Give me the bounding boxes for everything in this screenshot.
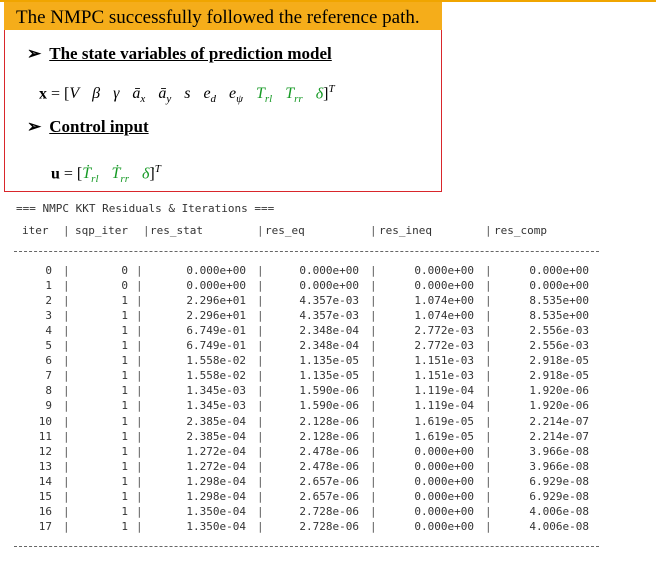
table-cell-res-ineq: 0.000e+00 (414, 489, 474, 503)
column-separator: | (370, 459, 377, 473)
table-cell-res-comp: 2.214e-07 (529, 414, 589, 428)
column-separator: | (63, 489, 70, 503)
column-separator: | (257, 444, 264, 458)
table-cell-res-eq: 2.657e-06 (299, 474, 359, 488)
table-cell-iter: 15 (38, 489, 52, 503)
control-vector-equation (51, 163, 161, 186)
table-cell-iter: 13 (38, 459, 52, 473)
table-cell-res-eq: 2.478e-06 (299, 444, 359, 458)
table-cell-iter: 1 (45, 279, 52, 293)
table-cell-res-ineq: 1.074e+00 (414, 309, 474, 323)
column-separator: | (485, 384, 492, 398)
column-separator: | (257, 459, 264, 473)
table-cell-sqp-iter: 0 (121, 279, 128, 293)
table-cell-res-eq: 4.357e-03 (299, 309, 359, 323)
column-separator: | (136, 429, 143, 443)
column-separator: | (370, 399, 377, 413)
control-var-2: δ̇ (141, 165, 150, 183)
table-row (0, 445, 656, 460)
state-variables-bullet (27, 44, 332, 64)
table-cell-sqp-iter: 1 (121, 444, 128, 458)
column-separator: | (136, 399, 143, 413)
column-separator: | (485, 369, 492, 383)
header-separator: | (143, 224, 150, 237)
table-cell-res-stat: 1.345e-03 (186, 384, 246, 398)
column-separator: | (257, 324, 264, 338)
header-res-stat: res_stat (150, 224, 203, 237)
table-cell-res-eq: 1.590e-06 (299, 399, 359, 413)
column-separator: | (136, 519, 143, 533)
column-separator: | (370, 264, 377, 277)
column-separator: | (257, 384, 264, 398)
column-separator: | (485, 279, 492, 293)
header-sqp-iter: sqp_iter (75, 224, 128, 237)
header-res-comp: res_comp (494, 224, 547, 237)
header-separator: | (63, 224, 70, 237)
table-cell-res-eq: 2.728e-06 (299, 504, 359, 518)
state-vector-equation (39, 83, 335, 106)
column-separator: | (136, 264, 143, 277)
column-separator: | (370, 294, 377, 308)
table-row (0, 294, 656, 309)
equations-box (4, 30, 442, 192)
column-separator: | (257, 474, 264, 488)
table-cell-sqp-iter: 1 (121, 294, 128, 308)
table-cell-res-stat: 1.558e-02 (186, 369, 246, 383)
table-cell-iter: 6 (45, 354, 52, 368)
column-separator: | (257, 354, 264, 368)
column-separator: | (370, 414, 377, 428)
column-separator: | (136, 459, 143, 473)
column-separator: | (136, 489, 143, 503)
table-row (0, 279, 656, 294)
table-cell-sqp-iter: 1 (121, 399, 128, 413)
column-separator: | (63, 324, 70, 338)
column-separator: | (485, 414, 492, 428)
table-cell-res-ineq: 1.619e-05 (414, 414, 474, 428)
table-bottom-rule (14, 546, 599, 547)
column-separator: | (257, 504, 264, 518)
table-cell-iter: 0 (45, 264, 52, 277)
control-input-heading: Control input (49, 117, 149, 136)
column-separator: | (257, 429, 264, 443)
state-vector-symbol: x (39, 85, 47, 103)
column-separator: | (136, 504, 143, 518)
header-separator: | (485, 224, 492, 237)
column-separator: | (370, 429, 377, 443)
table-cell-res-stat: 2.385e-04 (186, 429, 246, 443)
table-cell-res-stat: 2.296e+01 (186, 294, 246, 308)
table-cell-res-comp: 2.214e-07 (529, 429, 589, 443)
column-separator: | (257, 369, 264, 383)
column-separator: | (257, 399, 264, 413)
column-separator: | (63, 474, 70, 488)
table-cell-res-ineq: 0.000e+00 (414, 444, 474, 458)
column-separator: | (485, 474, 492, 488)
column-separator: | (63, 444, 70, 458)
column-separator: | (257, 264, 264, 277)
green-var-0: $T_{rl}$ (256, 85, 273, 106)
table-cell-sqp-iter: 1 (121, 474, 128, 488)
column-separator: | (63, 429, 70, 443)
column-separator: | (63, 264, 70, 277)
header-res-eq: res_eq (265, 224, 305, 237)
table-row (0, 399, 656, 414)
control-input-bullet (27, 117, 149, 137)
column-separator: | (63, 504, 70, 518)
column-separator: | (136, 294, 143, 308)
column-separator: | (136, 339, 143, 353)
table-cell-iter: 12 (38, 444, 52, 458)
column-separator: | (370, 354, 377, 368)
column-separator: | (370, 444, 377, 458)
table-cell-sqp-iter: 1 (121, 429, 128, 443)
column-separator: | (370, 384, 377, 398)
table-row (0, 505, 656, 520)
table-cell-res-stat: 1.345e-03 (186, 399, 246, 413)
table-cell-res-ineq: 0.000e+00 (414, 504, 474, 518)
var-6: $e_d$ (203, 85, 217, 106)
column-separator: | (485, 504, 492, 518)
column-separator: | (370, 309, 377, 323)
table-cell-res-ineq: 1.119e-04 (414, 384, 474, 398)
var-0: V (69, 85, 80, 103)
table-cell-sqp-iter: 1 (121, 459, 128, 473)
table-top-rule (14, 251, 599, 252)
table-cell-res-stat: 6.749e-01 (186, 339, 246, 353)
column-separator: | (485, 294, 492, 308)
table-row (0, 369, 656, 384)
column-separator: | (370, 279, 377, 293)
column-separator: | (370, 489, 377, 503)
table-cell-res-stat: 1.298e-04 (186, 474, 246, 488)
table-cell-res-ineq: 1.119e-04 (414, 399, 474, 413)
var-1: β (92, 85, 101, 103)
table-cell-sqp-iter: 1 (121, 414, 128, 428)
column-separator: | (485, 459, 492, 473)
column-separator: | (485, 489, 492, 503)
table-cell-res-eq: 2.128e-06 (299, 414, 359, 428)
column-separator: | (485, 399, 492, 413)
table-cell-iter: 4 (45, 324, 52, 338)
column-separator: | (370, 519, 377, 533)
table-cell-sqp-iter: 0 (121, 264, 128, 277)
column-separator: | (485, 339, 492, 353)
table-cell-res-ineq: 0.000e+00 (414, 264, 474, 277)
column-separator: | (370, 504, 377, 518)
column-separator: | (370, 324, 377, 338)
table-cell-res-comp: 8.535e+00 (529, 294, 589, 308)
column-separator: | (136, 324, 143, 338)
column-separator: | (257, 519, 264, 533)
control-equation-open: = [ (63, 165, 83, 183)
column-separator: | (63, 519, 70, 533)
table-cell-sqp-iter: 1 (121, 354, 128, 368)
header-separator: | (370, 224, 377, 237)
column-separator: | (136, 354, 143, 368)
table-cell-res-ineq: 1.151e-03 (414, 354, 474, 368)
table-row (0, 430, 656, 445)
column-separator: | (136, 309, 143, 323)
column-separator: | (485, 429, 492, 443)
table-cell-iter: 8 (45, 384, 52, 398)
header-separator: | (257, 224, 264, 237)
column-separator: | (370, 339, 377, 353)
table-cell-res-stat: 1.272e-04 (186, 444, 246, 458)
column-separator: | (136, 279, 143, 293)
table-cell-sqp-iter: 1 (121, 504, 128, 518)
banner-text: The NMPC successfully followed the reference path. (16, 7, 420, 28)
table-cell-res-ineq: 1.619e-05 (414, 429, 474, 443)
state-variables-heading: The state variables of prediction model (49, 44, 332, 63)
table-row (0, 475, 656, 490)
table-cell-res-eq: 2.128e-06 (299, 429, 359, 443)
table-cell-res-comp: 6.929e-08 (529, 489, 589, 503)
column-separator: | (485, 354, 492, 368)
column-separator: | (63, 459, 70, 473)
table-cell-res-stat: 2.296e+01 (186, 309, 246, 323)
column-separator: | (370, 369, 377, 383)
table-cell-res-comp: 3.966e-08 (529, 444, 589, 458)
var-7: $e_\psi$ (229, 85, 243, 106)
column-separator: | (257, 414, 264, 428)
var-4: $ā_y$ (158, 85, 172, 106)
column-separator: | (63, 279, 70, 293)
table-cell-res-stat: 1.350e-04 (186, 519, 246, 533)
column-separator: | (63, 399, 70, 413)
column-separator: | (63, 414, 70, 428)
table-cell-res-comp: 8.535e+00 (529, 309, 589, 323)
table-cell-iter: 7 (45, 369, 52, 383)
table-cell-res-comp: 0.000e+00 (529, 264, 589, 277)
column-separator: | (63, 294, 70, 308)
table-cell-res-ineq: 0.000e+00 (414, 474, 474, 488)
column-separator: | (485, 324, 492, 338)
control-equation-close: ] (149, 165, 155, 183)
control-var-1: Ṫ$_{rr}$ (111, 165, 129, 186)
equation-close: ] (323, 85, 329, 103)
table-cell-res-ineq: 2.772e-03 (414, 339, 474, 353)
table-cell-res-eq: 2.657e-06 (299, 489, 359, 503)
table-cell-sqp-iter: 1 (121, 324, 128, 338)
table-row (0, 339, 656, 354)
column-separator: | (257, 489, 264, 503)
var-3: $ā_x$ (132, 85, 146, 106)
column-separator: | (257, 309, 264, 323)
table-cell-res-stat: 0.000e+00 (186, 264, 246, 277)
table-cell-sqp-iter: 1 (121, 489, 128, 503)
table-row (0, 490, 656, 505)
table-cell-res-comp: 2.556e-03 (529, 339, 589, 353)
table-cell-res-eq: 4.357e-03 (299, 294, 359, 308)
table-cell-res-eq: 1.135e-05 (299, 354, 359, 368)
table-cell-res-ineq: 1.074e+00 (414, 294, 474, 308)
table-cell-res-ineq: 0.000e+00 (414, 459, 474, 473)
table-cell-iter: 5 (45, 339, 52, 353)
table-row (0, 415, 656, 430)
table-cell-res-stat: 2.385e-04 (186, 414, 246, 428)
table-cell-res-ineq: 0.000e+00 (414, 279, 474, 293)
table-cell-res-eq: 2.348e-04 (299, 339, 359, 353)
table-cell-res-ineq: 1.151e-03 (414, 369, 474, 383)
table-cell-res-comp: 6.929e-08 (529, 474, 589, 488)
table-cell-iter: 17 (38, 519, 52, 533)
table-cell-res-ineq: 2.772e-03 (414, 324, 474, 338)
column-separator: | (136, 369, 143, 383)
table-cell-sqp-iter: 1 (121, 384, 128, 398)
table-cell-res-comp: 1.920e-06 (529, 399, 589, 413)
table-cell-res-comp: 0.000e+00 (529, 279, 589, 293)
var-2: γ (113, 85, 120, 103)
table-cell-sqp-iter: 1 (121, 519, 128, 533)
table-row (0, 309, 656, 324)
table-cell-res-eq: 1.590e-06 (299, 384, 359, 398)
table-cell-iter: 2 (45, 294, 52, 308)
table-cell-res-comp: 2.556e-03 (529, 324, 589, 338)
table-cell-res-comp: 3.966e-08 (529, 459, 589, 473)
column-separator: | (63, 309, 70, 323)
banner (4, 2, 442, 30)
table-cell-iter: 16 (38, 504, 52, 518)
table-cell-iter: 3 (45, 309, 52, 323)
column-separator: | (136, 444, 143, 458)
column-separator: | (257, 279, 264, 293)
column-separator: | (370, 474, 377, 488)
table-cell-res-comp: 2.918e-05 (529, 354, 589, 368)
arrow-bullet-icon: ➢ (27, 44, 42, 63)
kkt-title: === NMPC KKT Residuals & Iterations === (16, 202, 275, 215)
table-cell-sqp-iter: 1 (121, 309, 128, 323)
table-cell-res-stat: 1.298e-04 (186, 489, 246, 503)
table-cell-res-comp: 4.006e-08 (529, 504, 589, 518)
table-cell-iter: 10 (38, 414, 52, 428)
column-separator: | (485, 264, 492, 277)
header-iter: iter (22, 224, 49, 237)
column-separator: | (136, 414, 143, 428)
table-cell-res-stat: 1.558e-02 (186, 354, 246, 368)
table-cell-res-eq: 0.000e+00 (299, 279, 359, 293)
column-separator: | (136, 474, 143, 488)
table-cell-res-comp: 4.006e-08 (529, 519, 589, 533)
column-separator: | (485, 519, 492, 533)
table-cell-res-comp: 1.920e-06 (529, 384, 589, 398)
table-cell-sqp-iter: 1 (121, 339, 128, 353)
green-var-2: δ (315, 85, 324, 103)
table-cell-res-stat: 1.272e-04 (186, 459, 246, 473)
table-cell-res-eq: 0.000e+00 (299, 264, 359, 277)
var-5: s (184, 85, 191, 103)
control-vector-symbol: u (51, 165, 60, 183)
green-var-1: $T_{rr}$ (285, 85, 303, 106)
column-separator: | (63, 384, 70, 398)
table-cell-sqp-iter: 1 (121, 369, 128, 383)
table-cell-res-eq: 2.728e-06 (299, 519, 359, 533)
table-row (0, 354, 656, 369)
control-var-0: Ṫ$_{rl}$ (82, 165, 99, 186)
table-row (0, 264, 656, 279)
equation-open: = [ (51, 85, 70, 103)
table-row (0, 520, 656, 535)
table-cell-iter: 14 (38, 474, 52, 488)
table-cell-res-eq: 2.478e-06 (299, 459, 359, 473)
table-cell-res-eq: 2.348e-04 (299, 324, 359, 338)
column-separator: | (63, 339, 70, 353)
table-cell-res-stat: 0.000e+00 (186, 279, 246, 293)
table-row (0, 384, 656, 399)
table-cell-res-stat: 1.350e-04 (186, 504, 246, 518)
control-transpose-sup: T (154, 163, 161, 175)
table-cell-iter: 11 (38, 429, 52, 443)
column-separator: | (257, 339, 264, 353)
table-row (0, 324, 656, 339)
column-separator: | (136, 384, 143, 398)
table-cell-res-eq: 1.135e-05 (299, 369, 359, 383)
table-cell-iter: 9 (45, 399, 52, 413)
arrow-bullet-icon: ➢ (27, 117, 42, 136)
table-cell-res-stat: 6.749e-01 (186, 324, 246, 338)
column-separator: | (257, 294, 264, 308)
header-res-ineq: res_ineq (379, 224, 432, 237)
column-separator: | (63, 354, 70, 368)
column-separator: | (485, 309, 492, 323)
table-cell-res-comp: 2.918e-05 (529, 369, 589, 383)
transpose-sup: T (328, 83, 335, 95)
column-separator: | (63, 369, 70, 383)
column-separator: | (485, 444, 492, 458)
table-row (0, 460, 656, 475)
table-cell-res-ineq: 0.000e+00 (414, 519, 474, 533)
